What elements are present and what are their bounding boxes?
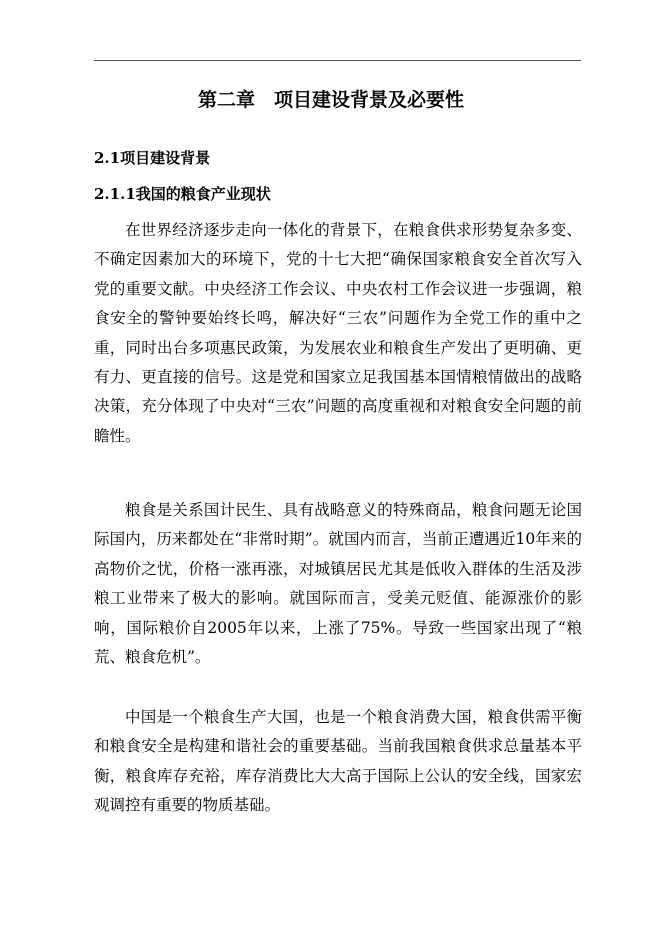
section-heading-2-1: 2.1项目建设背景 bbox=[94, 149, 211, 167]
header-rule bbox=[94, 60, 581, 61]
paragraph-food-security-policy: 在世界经济逐步走向一体化的背景下，在粮食供求形势复杂多变、不确定因素加大的环境下，党的十七大把“确保国家粮食安全首次写入党的重要文献。中央经济工作会议、中央农村工作会议进一步强调，粮食安全的警钟要始终长鸣，解决好“三农”问题作为全党工作的重中之重，同时出台多项惠民政策，为发展农业和粮食生产发出了更明确、更有力、更直接的信号。这是党和国家立足我国基本国情粮情做出的战略决策，充分体现了中央对“三农”问题的高度重视和对粮食安全问题的前瞻性。 bbox=[94, 221, 582, 445]
chapter-title: 第二章 项目建设背景及必要性 bbox=[197, 89, 464, 111]
paragraph-grain-supply-balance: 中国是一个粮食生产大国，也是一个粮食消费大国，粮食供需平衡和粮食安全是构建和谐社会的重要基础。当前我国粮食供求总量基本平衡，粮食库存充裕，库存消费比大大高于国际上公认的安全线，国家宏观调控有重要的物质基础。 bbox=[94, 708, 582, 815]
section-heading-2-1-1: 2.1.1我国的粮食产业现状 bbox=[94, 185, 271, 203]
paragraph-grain-price-situation: 粮食是关系国计民生、具有战略意义的特殊商品，粮食问题无论国际国内，历来都处在“非常时期”。就国内而言，当前正遭遇近10年来的高物价之忧，价格一涨再涨，对城镇居民尤其是低收入群体的生活及涉粮工业带来了极大的影响。就国际而言，受美元贬值、能源涨价的影响，国际粮价自2005年以来，上涨了75%。导致一些国家出现了“粮荒、粮食危机”。 bbox=[94, 501, 582, 667]
